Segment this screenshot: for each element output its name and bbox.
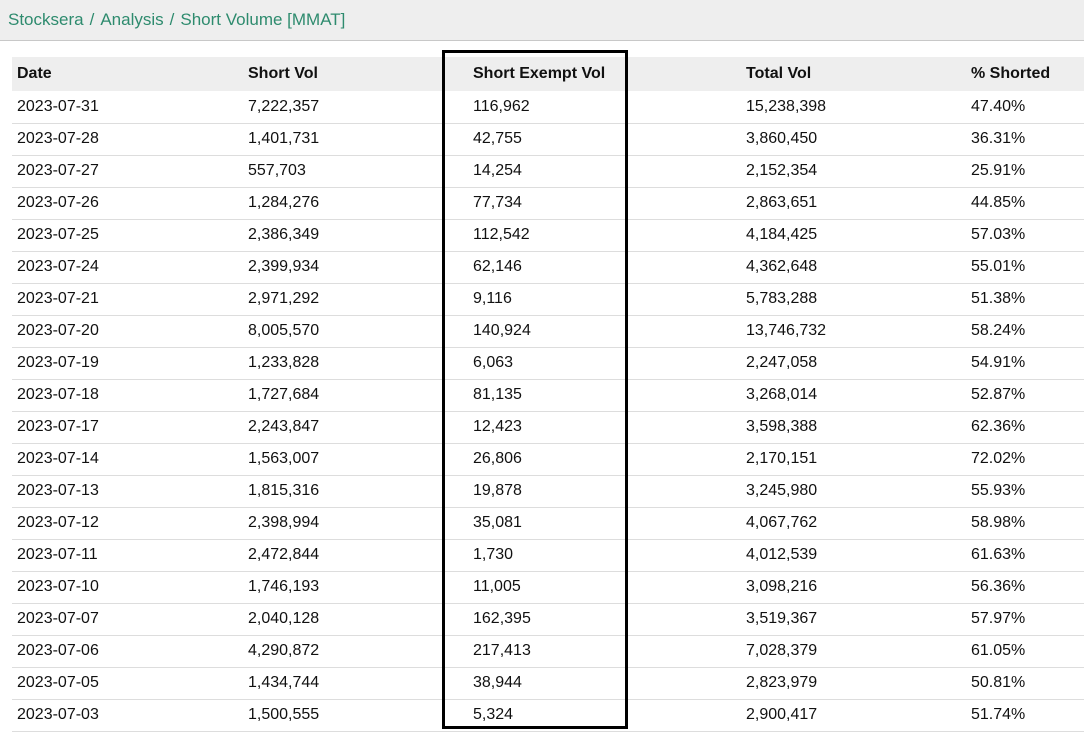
- table-row: [12, 539, 1084, 571]
- cell-date: 2023-07-14: [12, 443, 243, 475]
- cell-total-vol: 7,028,379: [741, 635, 966, 667]
- cell-total-vol: 15,238,398: [741, 91, 966, 123]
- cell-total-vol: 4,067,762: [741, 507, 966, 539]
- cell-short-exempt-vol: 9,116: [468, 283, 741, 315]
- cell-short-vol: 2,399,934: [243, 251, 468, 283]
- cell-date: 2023-07-06: [12, 635, 243, 667]
- breadcrumb-separator: /: [169, 10, 175, 29]
- cell-pct-shorted: 58.98%: [966, 507, 1084, 539]
- cell-pct-shorted: 57.97%: [966, 603, 1084, 635]
- cell-short-exempt-vol: 38,944: [468, 667, 741, 699]
- cell-total-vol: 3,268,014: [741, 379, 966, 411]
- cell-short-exempt-vol: 81,135: [468, 379, 741, 411]
- table-row: [12, 507, 1084, 539]
- cell-short-vol: 4,290,872: [243, 635, 468, 667]
- cell-date: 2023-07-19: [12, 347, 243, 379]
- table-row: [12, 91, 1084, 123]
- cell-total-vol: 13,746,732: [741, 315, 966, 347]
- cell-pct-shorted: 25.91%: [966, 155, 1084, 187]
- cell-date: 2023-07-27: [12, 155, 243, 187]
- cell-pct-shorted: 56.36%: [966, 571, 1084, 603]
- cell-short-vol: 1,233,828: [243, 347, 468, 379]
- cell-date: 2023-07-21: [12, 283, 243, 315]
- cell-date: 2023-07-07: [12, 603, 243, 635]
- cell-short-vol: 1,815,316: [243, 475, 468, 507]
- table-header-row: [12, 57, 1084, 91]
- cell-date: 2023-07-17: [12, 411, 243, 443]
- table-row: [12, 411, 1084, 443]
- table-row: [12, 475, 1084, 507]
- column-header-pct-shorted[interactable]: % Shorted: [966, 57, 1084, 91]
- cell-pct-shorted: 50.81%: [966, 667, 1084, 699]
- cell-date: 2023-07-31: [12, 91, 243, 123]
- table-row: [12, 315, 1084, 347]
- table-row: [12, 283, 1084, 315]
- cell-short-vol: 2,040,128: [243, 603, 468, 635]
- cell-short-vol: 2,472,844: [243, 539, 468, 571]
- cell-pct-shorted: 55.01%: [966, 251, 1084, 283]
- cell-short-exempt-vol: 77,734: [468, 187, 741, 219]
- table-row: [12, 571, 1084, 603]
- cell-short-vol: 7,222,357: [243, 91, 468, 123]
- cell-short-vol: 2,243,847: [243, 411, 468, 443]
- cell-date: 2023-07-28: [12, 123, 243, 155]
- column-header-short-exempt-vol[interactable]: Short Exempt Vol: [468, 57, 741, 91]
- cell-short-vol: 2,398,994: [243, 507, 468, 539]
- cell-pct-shorted: 36.31%: [966, 123, 1084, 155]
- table-row: [12, 667, 1084, 699]
- cell-pct-shorted: 52.87%: [966, 379, 1084, 411]
- cell-short-vol: 1,401,731: [243, 123, 468, 155]
- cell-short-vol: 557,703: [243, 155, 468, 187]
- table-row: [12, 699, 1084, 731]
- cell-short-exempt-vol: 217,413: [468, 635, 741, 667]
- cell-pct-shorted: 55.93%: [966, 475, 1084, 507]
- table-row: [12, 219, 1084, 251]
- cell-pct-shorted: 51.74%: [966, 699, 1084, 731]
- cell-total-vol: 4,184,425: [741, 219, 966, 251]
- cell-short-exempt-vol: 35,081: [468, 507, 741, 539]
- column-header-short-vol[interactable]: Short Vol: [243, 57, 468, 91]
- cell-short-exempt-vol: 11,005: [468, 571, 741, 603]
- cell-short-vol: 1,727,684: [243, 379, 468, 411]
- cell-short-exempt-vol: 14,254: [468, 155, 741, 187]
- cell-total-vol: 2,823,979: [741, 667, 966, 699]
- cell-date: 2023-07-24: [12, 251, 243, 283]
- breadcrumb-link-short-volume[interactable]: Short Volume [MMAT]: [180, 10, 346, 29]
- cell-short-exempt-vol: 162,395: [468, 603, 741, 635]
- cell-total-vol: 3,098,216: [741, 571, 966, 603]
- cell-date: 2023-07-26: [12, 187, 243, 219]
- cell-date: 2023-07-11: [12, 539, 243, 571]
- short-volume-table-container: [12, 57, 1084, 732]
- cell-pct-shorted: 57.03%: [966, 219, 1084, 251]
- cell-short-exempt-vol: 62,146: [468, 251, 741, 283]
- cell-total-vol: 2,170,151: [741, 443, 966, 475]
- cell-short-exempt-vol: 112,542: [468, 219, 741, 251]
- breadcrumb: [0, 0, 1084, 41]
- cell-pct-shorted: 44.85%: [966, 187, 1084, 219]
- cell-pct-shorted: 62.36%: [966, 411, 1084, 443]
- short-volume-table: [12, 57, 1084, 732]
- cell-total-vol: 3,860,450: [741, 123, 966, 155]
- cell-date: 2023-07-20: [12, 315, 243, 347]
- cell-short-exempt-vol: 12,423: [468, 411, 741, 443]
- cell-short-exempt-vol: 26,806: [468, 443, 741, 475]
- breadcrumb-link-stocksera[interactable]: Stocksera: [8, 10, 84, 29]
- table-row: [12, 251, 1084, 283]
- column-header-date[interactable]: Date: [12, 57, 243, 91]
- cell-date: 2023-07-10: [12, 571, 243, 603]
- cell-pct-shorted: 72.02%: [966, 443, 1084, 475]
- cell-short-vol: 1,284,276: [243, 187, 468, 219]
- table-body: [12, 91, 1084, 731]
- cell-total-vol: 4,012,539: [741, 539, 966, 571]
- cell-total-vol: 3,245,980: [741, 475, 966, 507]
- cell-short-exempt-vol: 19,878: [468, 475, 741, 507]
- cell-short-exempt-vol: 116,962: [468, 91, 741, 123]
- table-row: [12, 123, 1084, 155]
- cell-short-vol: 8,005,570: [243, 315, 468, 347]
- table-row: [12, 187, 1084, 219]
- cell-total-vol: 3,598,388: [741, 411, 966, 443]
- breadcrumb-link-analysis[interactable]: Analysis: [100, 10, 164, 29]
- cell-short-exempt-vol: 42,755: [468, 123, 741, 155]
- cell-total-vol: 2,247,058: [741, 347, 966, 379]
- cell-short-vol: 1,746,193: [243, 571, 468, 603]
- table-row: [12, 635, 1084, 667]
- cell-total-vol: 4,362,648: [741, 251, 966, 283]
- cell-short-vol: 1,563,007: [243, 443, 468, 475]
- cell-pct-shorted: 54.91%: [966, 347, 1084, 379]
- table-row: [12, 603, 1084, 635]
- cell-date: 2023-07-25: [12, 219, 243, 251]
- cell-short-vol: 2,971,292: [243, 283, 468, 315]
- cell-date: 2023-07-13: [12, 475, 243, 507]
- cell-short-vol: 1,434,744: [243, 667, 468, 699]
- cell-pct-shorted: 47.40%: [966, 91, 1084, 123]
- cell-date: 2023-07-03: [12, 699, 243, 731]
- breadcrumb-separator: /: [89, 10, 95, 29]
- cell-date: 2023-07-12: [12, 507, 243, 539]
- cell-total-vol: 3,519,367: [741, 603, 966, 635]
- cell-pct-shorted: 58.24%: [966, 315, 1084, 347]
- cell-total-vol: 5,783,288: [741, 283, 966, 315]
- cell-short-vol: 1,500,555: [243, 699, 468, 731]
- table-row: [12, 443, 1084, 475]
- cell-pct-shorted: 61.05%: [966, 635, 1084, 667]
- cell-short-vol: 2,386,349: [243, 219, 468, 251]
- cell-date: 2023-07-05: [12, 667, 243, 699]
- cell-pct-shorted: 61.63%: [966, 539, 1084, 571]
- cell-total-vol: 2,900,417: [741, 699, 966, 731]
- table-row: [12, 379, 1084, 411]
- cell-short-exempt-vol: 140,924: [468, 315, 741, 347]
- cell-total-vol: 2,152,354: [741, 155, 966, 187]
- table-row: [12, 155, 1084, 187]
- cell-total-vol: 2,863,651: [741, 187, 966, 219]
- cell-date: 2023-07-18: [12, 379, 243, 411]
- cell-short-exempt-vol: 6,063: [468, 347, 741, 379]
- cell-short-exempt-vol: 5,324: [468, 699, 741, 731]
- table-row: [12, 347, 1084, 379]
- column-header-total-vol[interactable]: Total Vol: [741, 57, 966, 91]
- cell-pct-shorted: 51.38%: [966, 283, 1084, 315]
- cell-short-exempt-vol: 1,730: [468, 539, 741, 571]
